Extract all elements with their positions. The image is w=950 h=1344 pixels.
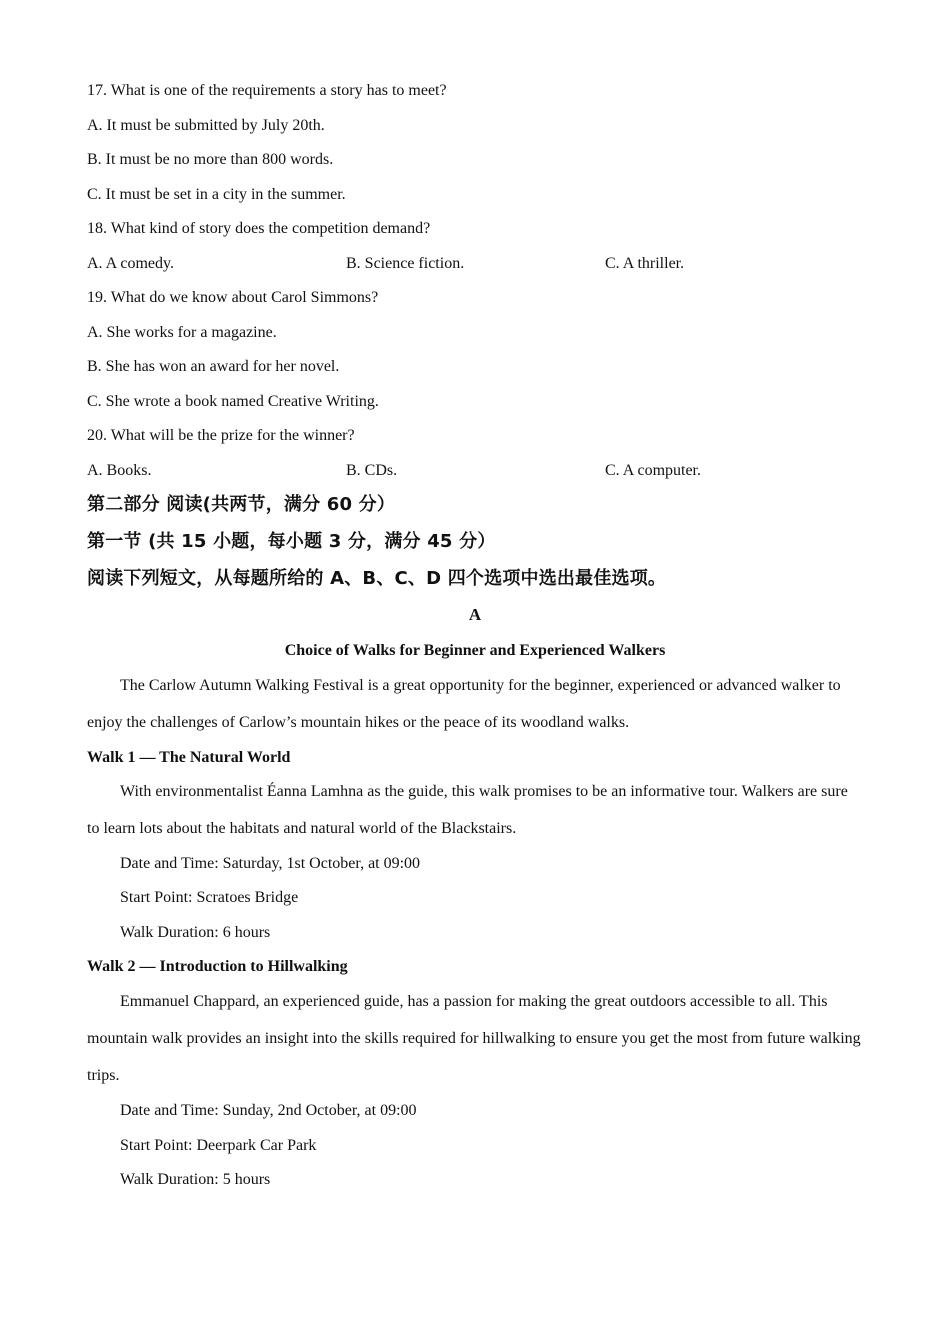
part-title: 第二部分 阅读(共两节，满分 60 分） xyxy=(87,494,396,515)
walk1-duration: Walk Duration: 6 hours xyxy=(120,924,271,941)
passage-title: Choice of Walks for Beginner and Experienced Walkers xyxy=(284,642,666,659)
walk1-date-time: Date and Time: Saturday, 1st October, at 09:00 xyxy=(120,855,421,872)
question-17: 17. What is one of the requirements a story has to meet? xyxy=(87,82,447,99)
walk2-date-time: Date and Time: Sunday, 2nd October, at 09:00 xyxy=(120,1102,417,1119)
q20-option-c: C. A computer. xyxy=(605,462,701,479)
q18-option-c: C. A thriller. xyxy=(605,255,685,272)
q17-option-c: C. It must be set in a city in the summer. xyxy=(87,186,346,203)
walk2-heading: Walk 2 — Introduction to Hillwalking xyxy=(87,958,348,975)
q19-option-b: B. She has won an award for her novel. xyxy=(87,358,340,375)
q20-option-b: B. CDs. xyxy=(346,462,398,479)
q17-option-b: B. It must be no more than 800 words. xyxy=(87,151,334,168)
q19-option-c: C. She wrote a book named Creative Writing. xyxy=(87,393,379,410)
passage-intro: The Carlow Autumn Walking Festival is a great opportunity for the beginner, experienced or advanced walker to enjoy the challenges of Carlow’s mountain hikes or the peace of its woodland walks. xyxy=(87,677,841,731)
walk2-duration: Walk Duration: 5 hours xyxy=(120,1171,271,1188)
question-20: 20. What will be the prize for the winner? xyxy=(87,427,355,444)
walk1-start-point: Start Point: Scratoes Bridge xyxy=(120,889,299,906)
q17-option-a: A. It must be submitted by July 20th. xyxy=(87,117,325,134)
q18-option-a: A. A comedy. xyxy=(87,255,174,272)
q19-option-a: A. She works for a magazine. xyxy=(87,324,277,341)
walk1-heading: Walk 1 — The Natural World xyxy=(87,749,291,766)
walk2-start-point: Start Point: Deerpark Car Park xyxy=(120,1137,317,1154)
section-title: 第一节 (共 15 小题，每小题 3 分，满分 45 分） xyxy=(87,531,496,552)
question-18: 18. What kind of story does the competition demand? xyxy=(87,220,431,237)
passage-label: A xyxy=(468,605,482,624)
q20-option-a: A. Books. xyxy=(87,462,152,479)
reading-instruction: 阅读下列短文，从每题所给的 A、B、C、D 四个选项中选出最佳选项。 xyxy=(87,568,667,589)
walk1-description: With environmentalist Éanna Lamhna as the guide, this walk promises to be an informative tour. Walkers are sure to learn lots about the habitats and natural world of the Blackstairs. xyxy=(87,783,848,837)
walk2-description: Emmanuel Chappard, an experienced guide, has a passion for making the great outdoors accessible to all. This mountain walk provides an insight into the skills required for hillwalking to ensure you get the most from future walking trips. xyxy=(87,993,861,1084)
q18-option-b: B. Science fiction. xyxy=(346,255,465,272)
question-19: 19. What do we know about Carol Simmons? xyxy=(87,289,379,306)
